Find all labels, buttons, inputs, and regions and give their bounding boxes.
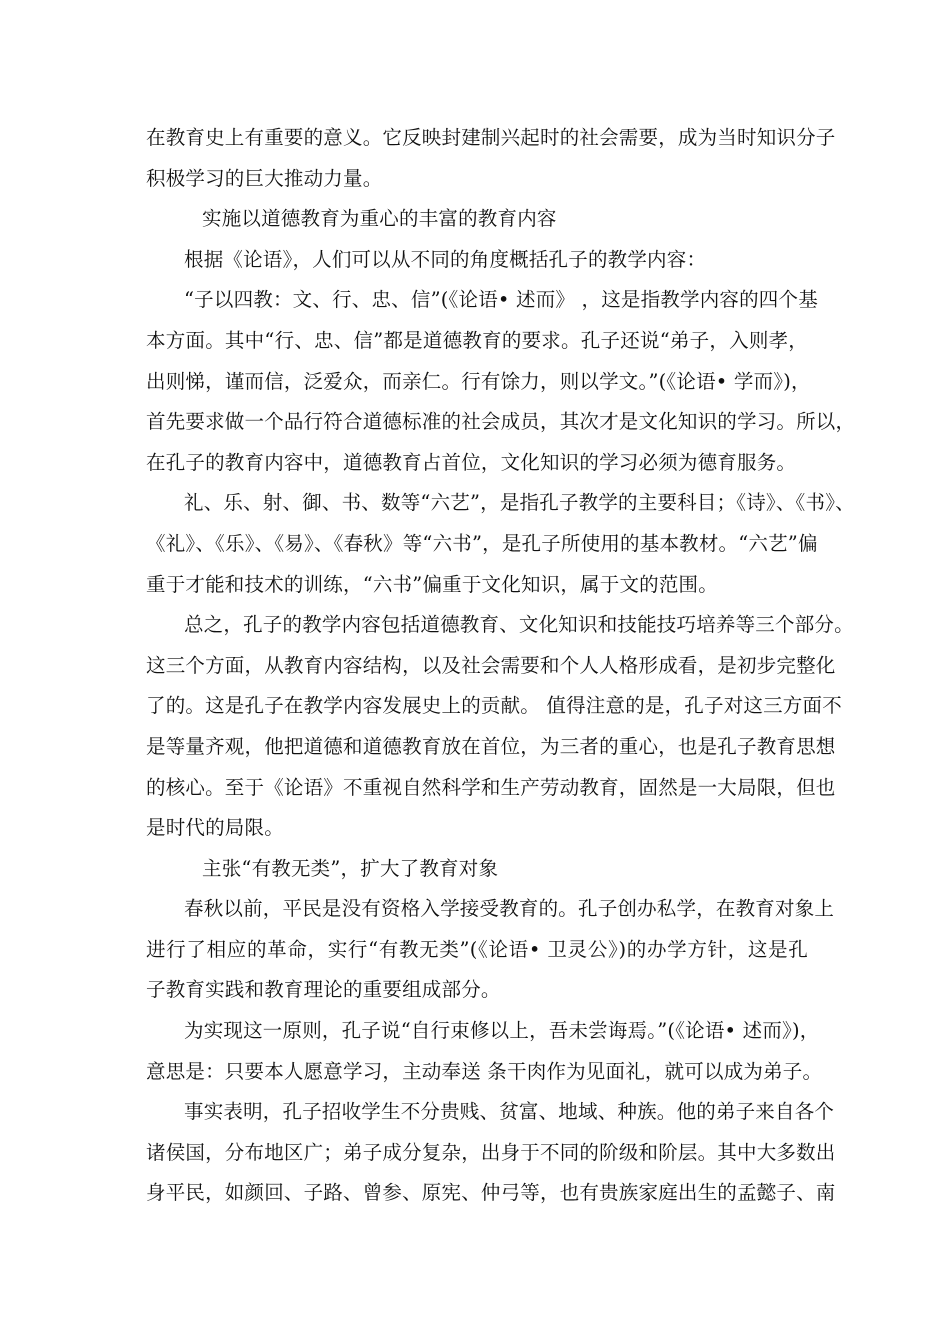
text-line: 本方面。其中“行、忠、信”都是道德教育的要求。孔子还说“弟子，入则孝， [146,328,808,352]
text-line: 子教育实践和教育理论的重要组成部分。 [146,978,501,1002]
text-line: 《礼》、《乐》、《易》、《春秋》等“六书”，是孔子所使用的基本教材。“六艺”偏 [146,531,818,555]
text-line: 这三个方面，从教育内容结构，以及社会需要和个人人格形成看，是初步完整化 [146,653,836,677]
text-line: 是时代的局限。 [146,816,284,840]
section-heading: 实施以道德教育为重心的丰富的教育内容 [202,207,557,231]
text-line: 了的。这是孔子在教学内容发展史上的贡献。 值得注意的是，孔子对这三方面不 [146,694,842,718]
text-line: 在孔子的教育内容中，道德教育占首位，文化知识的学习必须为德育服务。 [146,450,797,474]
text-line: 在教育史上有重要的意义。它反映封建制兴起时的社会需要，成为当时知识分子 [146,126,836,149]
text-line: 出则悌，谨而信，泛爱众，而亲仁。行有馀力，则以学文。”(《论语• 学而》)， [146,369,811,393]
text-line: “子以四教：文、行、忠、信”(《论语• 述而》 ，这是指教学内容的四个基 [184,288,818,312]
text-line: 为实现这一原则，孔子说“自行束修以上，吾未尝诲焉。”(《论语• 述而》)， [184,1019,820,1043]
text-line: 的核心。至于《论语》不重视自然科学和生产劳动教育，固然是一大局限，但也 [146,775,836,799]
text-line: 积极学习的巨大推动力量。 [146,166,383,190]
text-line: 进行了相应的革命，实行“有教无类”(《论语• 卫灵公》)的办学方针，这是孔 [146,937,808,961]
text-line: 身平民，如颜回、子路、曾参、原宪、仲弓等，也有贵族家庭出生的孟懿子、南 [146,1181,836,1205]
text-line: 首先要求做一个品行符合道德标准的社会成员，其次才是文化知识的学习。所以， [146,410,856,434]
text-line: 春秋以前，平民是没有资格入学接受教育的。孔子创办私学，在教育对象上 [184,897,835,921]
text-line: 事实表明，孔子招收学生不分贵贱、贫富、地域、种族。他的弟子来自各个 [184,1100,835,1124]
text-line: 根据《论语》，人们可以从不同的角度概括孔子的教学内容： [184,247,707,271]
text-line: 意思是：只要本人愿意学习，主动奉送 条干肉作为见面礼，就可以成为弟子。 [146,1059,823,1083]
document-body [146,118,856,1214]
text-line: 礼、乐、射、御、书、数等“六艺”，是指孔子教学的主要科目；《诗》、《书》、 [184,491,855,515]
text-line: 是等量齐观，他把道德和道德教育放在首位，为三者的重心，也是孔子教育思想 [146,734,836,758]
text-line: 重于才能和技术的训练，“六书”偏重于文化知识，属于文的范围。 [146,572,718,596]
text-line: 总之，孔子的教学内容包括道德教育、文化知识和技能技巧培养等三个部分。 [184,613,854,637]
text-line: 诸侯国，分布地区广；弟子成分复杂，出身于不同的阶级和阶层。其中大多数出 [146,1140,836,1164]
section-heading: 主张“有教无类”，扩大了教育对象 [202,856,499,880]
